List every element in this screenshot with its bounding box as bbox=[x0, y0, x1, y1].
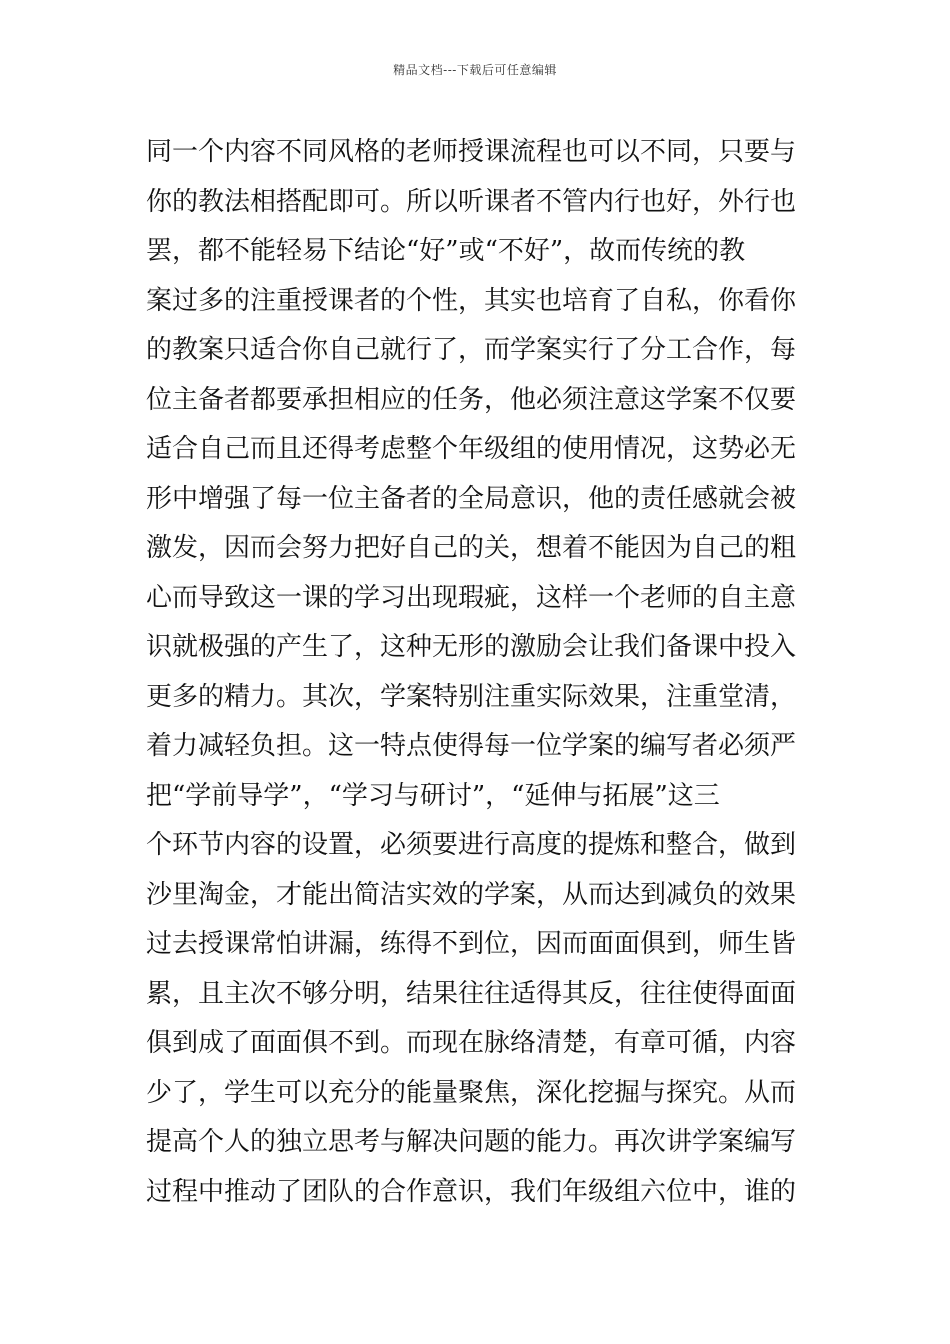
text-line-3: 罢，都不能轻易下结论“好”或“不好”，故而传统的教 bbox=[146, 236, 746, 266]
page-header: 精品文档---下载后可任意编辑 bbox=[393, 63, 557, 77]
text-line-7: 适合自己而且还得考虑整个年级组的使用情况，这势必无 bbox=[146, 434, 797, 464]
text-line-19: 俱到成了面面俱不到。而现在脉络清楚，有章可循，内容 bbox=[146, 1028, 797, 1058]
text-line-9: 激发，因而会努力把好自己的关，想着不能因为自己的粗 bbox=[146, 533, 797, 563]
text-line-20: 少了，学生可以充分的能量聚焦，深化挖掘与探究。从而 bbox=[146, 1077, 797, 1108]
text-line-16: 沙里淘金，才能出简洁实效的学案，从而达到减负的效果 bbox=[146, 879, 797, 910]
text-line-18: 累，且主次不够分明，结果往往适得其反，往往使得面面 bbox=[146, 978, 797, 1009]
text-line-15: 个环节内容的设置，必须要进行高度的提炼和整合，做到 bbox=[146, 830, 797, 860]
text-line-4: 案过多的注重授课者的个性，其实也培育了自私，你看你 bbox=[146, 285, 797, 316]
body-paragraph bbox=[146, 128, 808, 1217]
text-line-14: 把“学前导学”，“学习与研讨”，“延伸与拓展”这三 bbox=[146, 780, 720, 811]
text-line-10: 心而导致这一课的学习出现瑕疵，这样一个老师的自主意 bbox=[146, 582, 797, 613]
text-line-13: 着力减轻负担。这一特点使得每一位学案的编写者必须严 bbox=[146, 731, 797, 761]
text-line-6: 位主备者都要承担相应的任务，他必须注意这学案不仅要 bbox=[146, 384, 797, 415]
text-line-17: 过去授课常怕讲漏，练得不到位，因而面面俱到，师生皆 bbox=[146, 929, 797, 959]
text-line-2: 你的教法相搭配即可。所以听课者不管内行也好，外行也 bbox=[146, 186, 797, 217]
text-line-11: 识就极强的产生了，这种无形的激励会让我们备课中投入 bbox=[146, 632, 797, 662]
text-line-22: 过程中推动了团队的合作意识，我们年级组六位中，谁的 bbox=[146, 1176, 797, 1207]
text-line-21: 提高个人的独立思考与解决问题的能力。再次讲学案编写 bbox=[146, 1127, 797, 1157]
text-line-12: 更多的精力。其次，学案特别注重实际效果，注重堂清， bbox=[146, 681, 797, 712]
text-line-8: 形中增强了每一位主备者的全局意识，他的责任感就会被 bbox=[146, 483, 797, 514]
text-line-1: 同一个内容不同风格的老师授课流程也可以不同，只要与 bbox=[146, 137, 797, 167]
text-line-5: 的教案只适合你自己就行了，而学案实行了分工合作，每 bbox=[146, 335, 797, 365]
